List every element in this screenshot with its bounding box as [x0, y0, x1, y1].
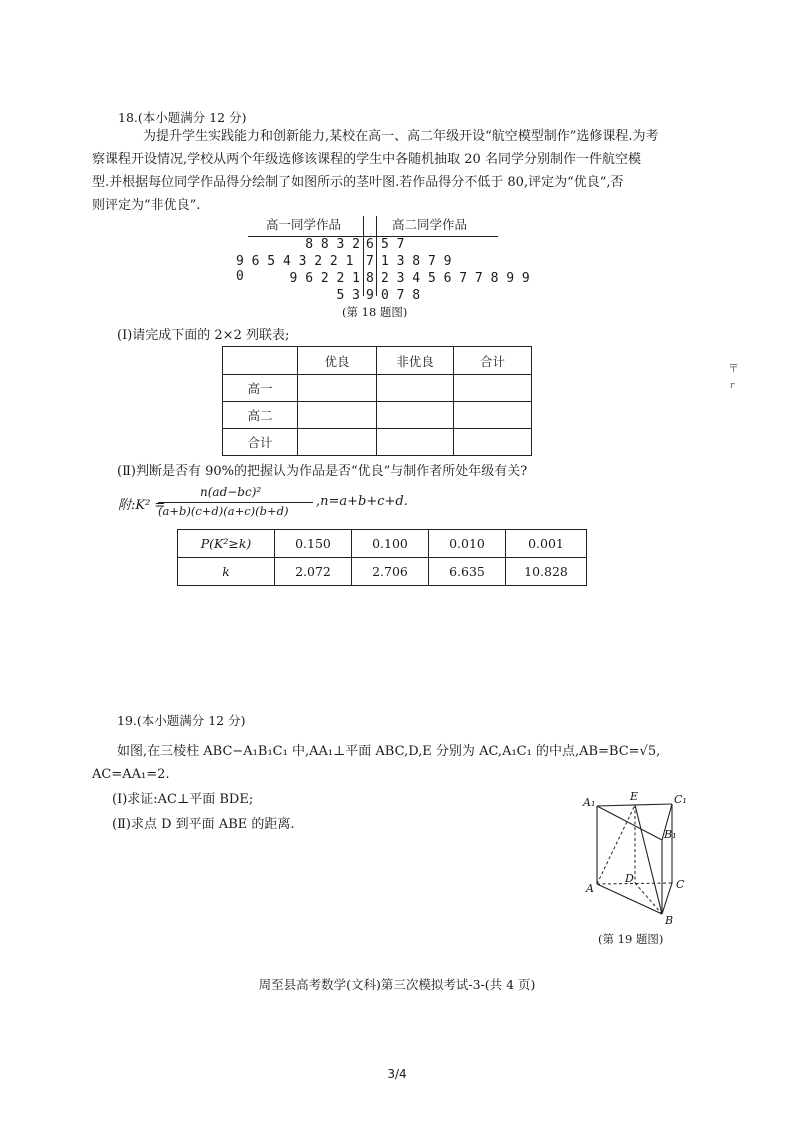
q19-heading: 19.(本小题满分 12 分) — [117, 713, 246, 728]
edge-a1-b1 — [597, 806, 662, 840]
contingency-row-label-grade11: 高二 — [223, 402, 298, 429]
margin-mark-bottom: r — [730, 381, 735, 391]
q19-part1: (Ⅰ)求证:AC⊥平面 BDE; — [112, 792, 254, 807]
chi-square-formula — [118, 485, 448, 524]
table-cell — [377, 375, 454, 402]
contingency-header-youliang: 优良 — [298, 347, 377, 375]
table-cell — [377, 429, 454, 456]
contingency-table — [222, 346, 532, 456]
table-cell: P(K²≥k) — [178, 530, 275, 558]
table-cell: 0.100 — [352, 530, 429, 558]
hidden-edge-a-c — [597, 883, 672, 884]
stem-leaf-left-header: 高一同学作品 — [266, 217, 342, 232]
q19-part2: (Ⅱ)求点 D 到平面 ABE 的距离. — [112, 817, 295, 832]
page-footer: 周至县高考数学(文科)第三次模拟考试-3-(共 4 页) — [258, 977, 536, 992]
q19-figure-caption: (第 19 题图) — [598, 932, 664, 946]
contingency-row-label-total: 合计 — [223, 429, 298, 456]
formula-numerator: n(ad−bc)² — [200, 485, 262, 499]
margin-mark-top: 〒 — [728, 362, 739, 375]
leaf-right-row-8: 2 3 4 5 6 7 7 8 9 9 — [381, 271, 530, 286]
stem-leaf-divider-left — [363, 216, 364, 296]
prism-figure — [580, 790, 690, 930]
table-row — [178, 530, 587, 558]
formula-denominator: (a+b)(c+d)(a+c)(b+d) — [158, 504, 289, 518]
table-cell: 0.150 — [275, 530, 352, 558]
table-row — [223, 402, 532, 429]
label-c: C — [676, 878, 685, 891]
table-cell: 2.072 — [275, 558, 352, 586]
edge-b-c — [662, 883, 672, 914]
label-a: A — [586, 882, 594, 895]
leaf-left-row-8: 9 6 2 2 1 — [289, 271, 360, 286]
label-a1: A₁ — [583, 796, 596, 809]
q18-line-2: 察课程开设情况,学校从两个年级选修该课程的学生中各随机抽取 20 名同学分别制作一件航空模 — [92, 152, 641, 167]
table-cell — [454, 375, 532, 402]
leaf-right-row-7: 1 3 8 7 9 — [381, 254, 452, 269]
q18-part1: (Ⅰ)请完成下面的 2×2 列联表; — [117, 328, 290, 343]
page-number: 3/4 — [387, 1067, 407, 1081]
contingency-header-feiyouliang: 非优良 — [377, 347, 454, 375]
table-cell: 6.635 — [429, 558, 506, 586]
table-cell: 10.828 — [506, 558, 587, 586]
table-cell: 2.706 — [352, 558, 429, 586]
contingency-row-label-grade10: 高一 — [223, 375, 298, 402]
table-row — [178, 558, 587, 586]
label-d: D — [625, 872, 634, 885]
q18-heading: 18.(本小题满分 12 分) — [118, 110, 247, 125]
label-c1: C₁ — [674, 793, 687, 806]
table-cell — [454, 429, 532, 456]
leaf-left-row-6: 8 8 3 2 — [305, 237, 360, 252]
q18-figure-caption: (第 18 题图) — [342, 305, 408, 319]
contingency-corner-cell — [223, 347, 298, 375]
segment-e-b — [635, 805, 662, 914]
q18-line-4: 则评定为“非优良”. — [92, 198, 201, 213]
stem-8: 8 — [366, 271, 374, 286]
formula-prefix: 附:K² = — [118, 498, 166, 513]
table-cell — [454, 402, 532, 429]
table-row — [223, 429, 532, 456]
stem-9: 9 — [366, 288, 374, 303]
formula-fraction-bar — [158, 502, 313, 503]
leaf-right-row-9: 0 7 8 — [381, 288, 421, 303]
stem-leaf-plot — [236, 214, 536, 324]
leaf-right-row-6: 5 7 — [381, 237, 405, 252]
stem-leaf-divider-right — [376, 216, 377, 296]
stem-7: 7 — [366, 254, 374, 269]
table-cell: 0.010 — [429, 530, 506, 558]
critical-value-table — [177, 529, 587, 586]
table-row — [223, 375, 532, 402]
formula-suffix: ,n=a+b+c+d. — [316, 494, 408, 509]
table-cell — [298, 429, 377, 456]
table-cell — [298, 375, 377, 402]
stem-6: 6 — [366, 237, 374, 252]
label-e: E — [630, 790, 639, 803]
contingency-header-row — [223, 347, 532, 375]
table-cell: 0.001 — [506, 530, 587, 558]
q18-line-1: 为提升学生实践能力和创新能力,某校在高一、高二年级开设“航空模型制作”选修课程.为考 — [143, 129, 659, 144]
q19-line-1: 如图,在三棱柱 ABC−A₁B₁C₁ 中,AA₁⊥平面 ABC,D,E 分别为 AC,A₁C₁ 的中点,AB=BC=√5, — [117, 744, 661, 759]
table-cell — [298, 402, 377, 429]
leaf-left-row-9: 5 3 — [336, 288, 360, 303]
stem-leaf-right-header: 高二同学作品 — [392, 217, 468, 232]
label-b: B — [665, 914, 674, 927]
table-cell — [377, 402, 454, 429]
edge-a-b — [597, 884, 662, 914]
contingency-header-total: 合计 — [454, 347, 532, 375]
q18-line-3: 型.并根据每位同学作品得分绘制了如图所示的茎叶图.若作品得分不低于 80,评定为“优良”,否 — [92, 175, 624, 190]
label-b1: B₁ — [664, 828, 677, 841]
q18-part2: (Ⅱ)判断是否有 90%的把握认为作品是否“优良”与制作者所处年级有关? — [117, 464, 528, 479]
leaf-left-row-7: 9 6 5 4 3 2 2 1 0 — [236, 254, 354, 284]
q19-line-2: AC=AA₁=2. — [92, 767, 170, 782]
table-cell: k — [178, 558, 275, 586]
